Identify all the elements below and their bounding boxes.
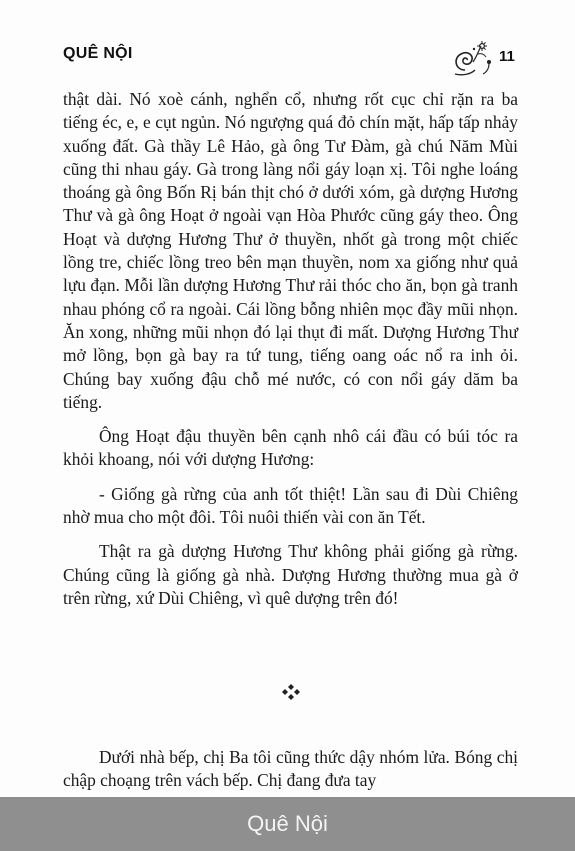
running-title: QUÊ NỘI <box>63 45 133 62</box>
four-diamond-ornament-icon <box>280 683 302 701</box>
paragraph: Thật ra gà dượng Hương Thư không phải giống gà rừng. Chúng cũng là giống gà nhà. Dượng Hương thường mua gà ở trên rừng, xứ Dùi Chiêng, vì quê dượng trên đó! <box>63 541 518 608</box>
paragraph: Ông Hoạt đậu thuyền bên cạnh nhô cái đầu có búi tóc ra khỏi khoang, nói với dượng Hương: <box>63 426 518 470</box>
footer-bar <box>0 797 575 851</box>
page-number: 11 <box>499 48 515 65</box>
spiral-flower-icon <box>451 40 495 78</box>
body-text <box>63 88 518 621</box>
paragraph: Dưới nhà bếp, chị Ba tôi cũng thức dậy nhóm lửa. Bóng chị chập choạng trên vách bếp. Chị đang đưa tay <box>63 747 518 791</box>
body-text-continued <box>63 746 518 793</box>
book-title: Quê Nội <box>247 811 328 836</box>
paragraph: - Giống gà rừng của anh tốt thiệt! Lần sau đi Dùi Chiêng nhờ mua cho một đôi. Tôi nuôi thiến vài con ăn Tết. <box>63 483 518 528</box>
paragraph: thật dài. Nó xoè cánh, nghển cổ, nhưng rốt cục chỉ rặn ra ba tiếng éc, e, e cụt ngủn. Nó ngượng quá đỏ chín mặt, hấp tấp nhảy xuống đất. Gà thầy Lê Hảo, gà ông Tư Đàm, gà chú Năm Mùi cũng thi nhau gáy. Gà trong làng nổi gáy loạn xị. Tôi nghe loáng thoáng gà ông Bốn Rị bán thịt chó ở dưới xóm, gà dượng Hương Thư và gà ông Hoạt ở ngoài vạn Hòa Phước cũng gáy theo. Ông Hoạt và dượng Hương Thư ở thuyền, nhốt gà trong một chiếc lồng tre, chiếc lồng treo bên mạn thuyền, nom xa giống như quả lựu đạn. Mỗi lần dượng Hương Thư rải thóc cho ăn, bọn gà tranh nhau phóng cổ ra ngoài. Cái lồng bỗng nhiên mọc đầy mũi nhọn. Ăn xong, những mũi nhọn đó lại thụt đi mất. Dượng Hương Thư mở lồng, bọn gà bay ra tứ tung, tiếng oang oác nổ ra inh ỏi. Chúng bay xuống đậu chỗ mé nước, có con nổi gáy dăm ba tiếng. <box>63 89 518 412</box>
